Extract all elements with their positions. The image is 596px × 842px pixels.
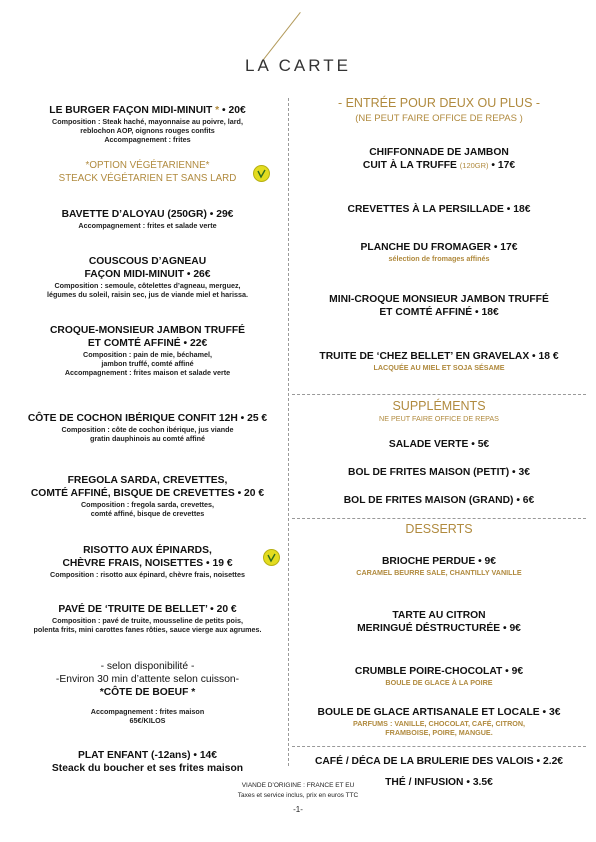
item-name: *CÔTE DE BOEUF * [99, 687, 196, 698]
menu-item-salade [292, 438, 586, 451]
item-name: FAÇON MIDI-MINUIT • 26€ [84, 269, 211, 280]
item-accompaniment: Accompagnement : frites et salade verte [78, 221, 217, 230]
menu-item-crumble [292, 665, 586, 687]
item-name: BRIOCHE PERDUE • 9€ [381, 556, 497, 567]
item-accompaniment: Accompagnement : frites [104, 135, 191, 145]
menu-item-planche [292, 241, 586, 263]
menu-item-croque [10, 324, 285, 378]
menu-item-cote-cochon [10, 412, 285, 443]
item-name: THÉ / INFUSION • 3.5€ [385, 777, 493, 788]
section-note: (NE PEUT FAIRE OFFICE DE REPAS ) [355, 113, 523, 124]
item-composition: gratin dauphinois au comté affiné [89, 434, 205, 444]
section-entree [292, 96, 586, 126]
menu-option-vegetarian [10, 159, 285, 185]
item-name: BOULE DE GLACE ARTISANALE ET LOCALE • 3€ [317, 707, 561, 718]
footer-taxes: Taxes et service inclus, prix en euros TTC [237, 792, 359, 799]
item-name: ET COMTÉ AFFINÉ • 22€ [87, 338, 208, 349]
item-name: ET COMTÉ AFFINÉ • 18€ [379, 307, 499, 318]
option-subtitle: STEACK VÉGÉTARIEN ET SANS LARD [58, 173, 237, 184]
item-name: SALADE VERTE • 5€ [388, 439, 490, 450]
section-title: DESSERTS [405, 522, 473, 536]
item-composition: Composition : côte de cochon ibérique, jus viande [61, 425, 234, 434]
item-composition: Composition : pain de mie, béchamel, [83, 350, 212, 359]
item-description: Steack du boucher et ses frites maison [51, 763, 244, 774]
item-name: PLANCHE DU FROMAGER • 17€ [360, 242, 518, 253]
menu-item-risotto [10, 544, 285, 579]
section-divider [292, 518, 586, 519]
item-composition: Composition : fregola sarda, crevettes, [80, 500, 214, 509]
item-price: • 17€ [488, 160, 516, 171]
option-title: *OPTION VÉGÉTARIENNE* [85, 160, 210, 171]
item-price: • 20€ [219, 105, 246, 116]
item-note: LACQUÉE AU MIEL ET SOJA SÉSAME [373, 363, 505, 372]
vegetarian-leaf-icon [253, 165, 270, 182]
item-name: RISOTTO AUX ÉPINARDS, [83, 545, 212, 556]
item-note: CARAMEL BEURRE SALE, CHANTILLY VANILLE [356, 568, 522, 577]
menu-item-cafe [292, 755, 586, 768]
item-name: CÔTE DE COCHON IBÉRIQUE CONFIT 12H • 25 € [27, 413, 268, 424]
menu-item-brioche [292, 555, 586, 577]
menu-item-couscous [10, 255, 285, 299]
item-name: LE BURGER FAÇON MIDI-MINUIT [49, 105, 213, 116]
menu-item-chiffonnade [292, 146, 586, 172]
section-title: - ENTRÉE POUR DEUX OU PLUS - [337, 96, 541, 110]
item-name: CROQUE-MONSIEUR JAMBON TRUFFÉ [49, 325, 246, 336]
vegetarian-leaf-icon [263, 549, 280, 566]
footer-origine: VIANDE D’ORIGINE : FRANCE ET EU [241, 782, 355, 789]
item-name: CAFÉ / DÉCA DE LA BRULERIE DES VALOIS • 2.2€ [314, 756, 564, 767]
item-composition: reblochon AOP, oignons rouges confits [80, 126, 215, 136]
item-composition: légumes du soleil, raisin sec, jus de viande miel et harissa. [47, 290, 248, 300]
item-note: FRAMBOISE, POIRE, MANGUE. [385, 728, 493, 738]
item-name: BOL DE FRITES MAISON (PETIT) • 3€ [348, 467, 530, 478]
item-name: CRUMBLE POIRE-CHOCOLAT • 9€ [354, 666, 524, 677]
item-name: CHÈVRE FRAIS, NOISETTES • 19 € [62, 558, 233, 569]
item-name: TRUITE DE ‘CHEZ BELLET’ EN GRAVELAX • 18 € [319, 351, 559, 362]
item-composition: Composition : Steak haché, mayonnaise au poivre, lard, [52, 117, 243, 126]
item-name: CREVETTES À LA PERSILLADE • 18€ [347, 204, 531, 215]
item-name: MINI-CROQUE MONSIEUR JAMBON TRUFFÉ [329, 294, 549, 305]
menu-item-tarte-citron [292, 609, 586, 635]
item-composition: Composition : pavé de truite, mousseline de petits pois, [52, 616, 243, 625]
item-accompaniment: Accompagnement : frites maison [90, 707, 205, 716]
menu-item-burger [10, 104, 285, 145]
availability-note: - selon disponibilité - [100, 661, 195, 672]
item-note: PARFUMS : VANILLE, CHOCOLAT, CAFÉ, CITRON, [352, 719, 526, 728]
menu-item-glace [292, 706, 586, 737]
section-note: NE PEUT FAIRE OFFICE DE REPAS [379, 414, 499, 423]
item-name: CHIFFONNADE DE JAMBON [369, 147, 509, 158]
item-composition: comté affiné, bisque de crevettes [90, 509, 205, 519]
menu-item-frites-grand [292, 494, 586, 507]
item-name: MERINGUÉ DÉSTRUCTURÉE • 9€ [357, 623, 521, 634]
item-composition: Composition : risotto aux épinard, chèvre frais, noisettes [50, 570, 245, 579]
page-title: LA CARTE [245, 56, 351, 75]
section-supplements [292, 399, 586, 423]
menu-item-truite-gravelax [292, 350, 586, 372]
item-name: BOL DE FRITES MAISON (GRAND) • 6€ [343, 495, 535, 506]
item-price: 65€/KILOS [129, 716, 166, 726]
menu-item-frites-petit [292, 466, 586, 479]
menu-item-mini-croque [292, 293, 586, 319]
item-note: sélection de fromages affinés [388, 254, 490, 263]
item-name: BAVETTE D’ALOYAU (250GR) • 29€ [61, 209, 234, 220]
section-divider [292, 394, 586, 395]
section-divider [292, 746, 586, 747]
item-name: COUSCOUS D’AGNEAU [88, 256, 207, 267]
item-name: PAVÉ DE ‘TRUITE DE BELLET’ • 20 € [58, 604, 237, 615]
item-name: COMTÉ AFFINÉ, BISQUE DE CREVETTES • 20 € [30, 488, 265, 499]
item-composition: polenta frits, mini carottes fanes rôties, sauce vierge aux agrumes. [33, 625, 262, 635]
item-name: TARTE AU CITRON [392, 610, 486, 621]
item-name: FREGOLA SARDA, CREVETTES, [67, 475, 228, 486]
menu-item-crevettes [292, 203, 586, 216]
menu-item-bavette [10, 208, 285, 230]
waiting-note: -Environ 30 min d’attente selon cuisson- [55, 674, 240, 685]
menu-item-plat-enfant [10, 749, 285, 775]
page-number: -1- [293, 805, 303, 814]
menu-item-fregola [10, 474, 285, 518]
item-weight: (120GR) [459, 161, 489, 170]
item-composition: jambon truffé, comté affiné [101, 359, 194, 369]
item-note: BOULE DE GLACE À LA POIRE [385, 678, 493, 687]
menu-item-pave-truite [10, 603, 285, 634]
item-star: * [212, 105, 220, 116]
menu-item-cote-boeuf [10, 660, 285, 725]
section-title: SUPPLÉMENTS [392, 399, 486, 413]
item-name: CUIT À LA TRUFFE [362, 160, 460, 171]
item-name: PLAT ENFANT (-12ans) • 14€ [77, 750, 218, 761]
column-divider [288, 98, 289, 766]
item-accompaniment: Accompagnement : frites maison et salade verte [64, 368, 231, 378]
section-desserts [292, 522, 586, 537]
item-composition: Composition : semoule, côtelettes d’agneau, merguez, [54, 281, 241, 290]
